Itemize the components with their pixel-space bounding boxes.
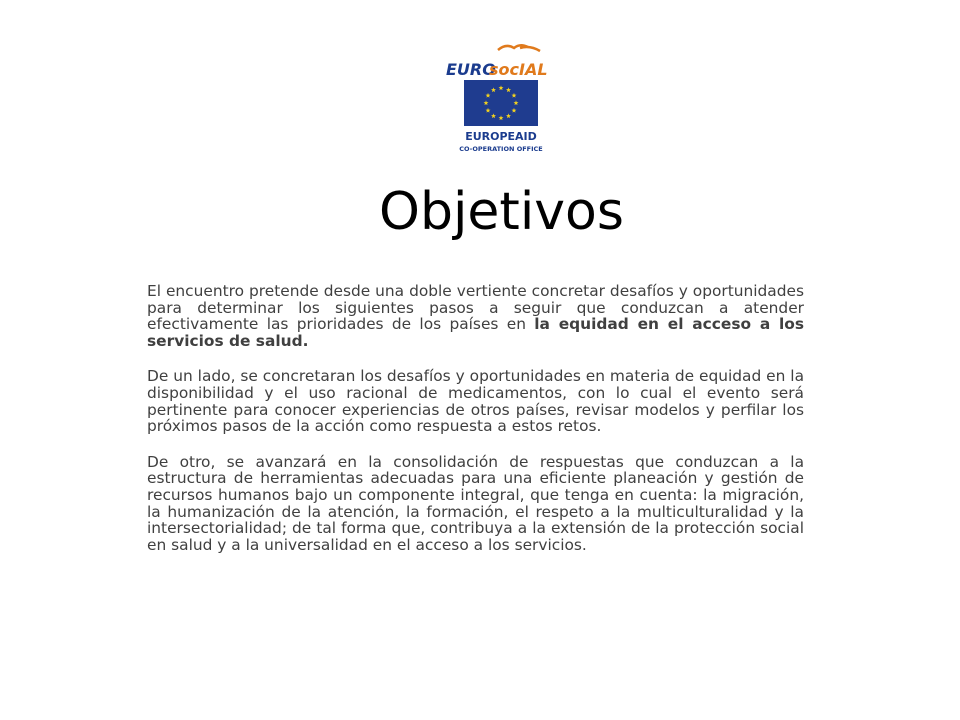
paragraph-2: De un lado, se concretaran los desafíos y oportunidades en materia de equidad en la disponibilidad y el uso racional de medicamentos, con lo cual el evento será pertinente para conocer experiencias de otros países, revisar modelos y perfilar los próximos pasos de la acción como respuesta a estos retos.	[147, 367, 804, 436]
eurosocial-europeaid-logo	[440, 40, 565, 160]
slide-body	[147, 283, 804, 553]
agency-label: EUROPEAID	[465, 130, 537, 143]
paragraph-1-bold-text: la equidad en el acceso a los servicios de salud.	[147, 315, 804, 350]
paragraph-3: De otro, se avanzará en la consolidación de respuestas que conduzcan a la estructura de herramientas adecuadas para una eficiente planeación y gestión de recursos humanos bajo un componente integral, que tenga en cuenta: la migración, la humanización de la atención, la formación, el respeto a la multiculturalidad y la intersectorialidad; de tal forma que, contribuya a la extensión de la protección social en salud y a la universalidad en el acceso a los servicios.	[147, 452, 804, 554]
brand-wordmark-social: socIAL	[489, 60, 548, 79]
paragraph-1-text: El encuentro pretende desde una doble vertiente concretar desafíos y oportunidades para determinar los siguientes pasos a seguir que conduzcan a atender efectivamente las prioridades de los países en	[147, 282, 804, 334]
slide-title: Objetivos	[379, 182, 624, 242]
brand-wordmark-euro: EURO	[446, 60, 496, 79]
logo-graphic	[440, 40, 565, 160]
agency-sublabel: CO-OPERATION OFFICE	[459, 145, 543, 153]
paragraph-1	[147, 283, 804, 349]
